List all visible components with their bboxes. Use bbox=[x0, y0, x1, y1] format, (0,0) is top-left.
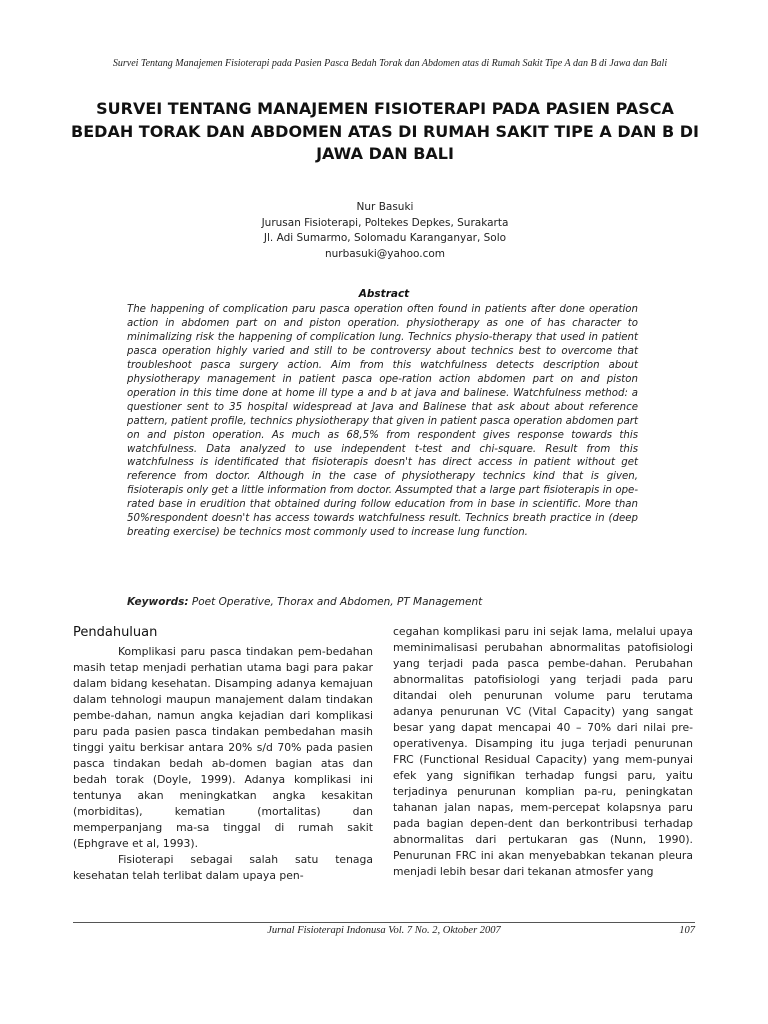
keywords-text: Poet Operative, Thorax and Abdomen, PT Management bbox=[188, 596, 483, 608]
abstract-heading: Abstract bbox=[358, 288, 410, 300]
left-paragraph-2: Fisioterapi sebagai salah satu tenaga kesehatan telah terlibat dalam upaya pen- bbox=[73, 853, 373, 882]
keywords-label: Keywords: bbox=[127, 596, 189, 608]
author-email: nurbasuki@yahoo.com bbox=[324, 247, 446, 260]
footer-journal: Jurnal Fisioterapi Indonusa Vol. 7 No. 2, Oktober 2007 bbox=[267, 925, 501, 936]
author-name: Nur Basuki bbox=[356, 201, 414, 213]
right-column bbox=[393, 624, 693, 880]
paper-title: SURVEI TENTANG MANAJEMEN FISIOTERAPI PADA PASIEN PASCA BEDAH TORAK DAN ABDOMEN ATAS DI RUMAH SAKIT TIPE A DAN B DI JAWA DAN BALI bbox=[71, 99, 699, 163]
section-heading: Pendahuluan bbox=[73, 625, 158, 640]
right-paragraph-1: cegahan komplikasi paru ini sejak lama, melalui upaya meminimalisasi perubahan abnormalitas patofisiologi yang terjadi pada pasca pembe-dahan. Perubahan abnormalitas patofisiologi yang terjadi pada paru ditandai oleh penurunan volume paru terutama adanya penurunan VC (Vital Capacity) yang sangat besar yang dapat mencapai 40 – 70% dari nilai pre-operativenya. Disamping itu juga terjadi penurunan FRC (Functional Residual Capacity) yang mem-punyai efek yang signifikan terhadap fungsi paru, yaitu terjadinya penurunan komplian pa-ru, peningkatan tahanan jalan napas, mem-percepat kolapsnya paru pada bagian depen-dent dan berkontribusi terhadap abnormalitas dari pertukaran gas (Nunn, 1990). Penurunan FRC ini akan menyebabkan tekanan pleura menjadi lebih besar dari tekanan atmosfer yang bbox=[393, 625, 693, 878]
abstract-body: The happening of complication paru pasca operation often found in patients after done operation action in abdomen part on and piston operation. physiotherapy as one of has character to minimalizing risk the happening of complication lung. Technics physio-therapy that used in patient pasca operation highly varied and still to be controversy about technics best to overcome that troubleshoot pasca surgery action. Aim from this watchfulness detects description about physiotherapy management in patient pasca ope-ration action abdomen part on and piston operation in this time done at home ill type a and b at java and balinese. Watchfulness method: a questioner sent to 35 hospital widespread at Java and Balinese that ask about about reference pattern, patient profile, technics physiotherapy that given in patient pasca operation abdomen part on and piston operation. As much as 68,5% from respondent gives response towards this watchfulness. Data analyzed to use independent t-test and chi-square. Result from this watchfulness is identificated that fisioterapis doesn't has direct access in patient without get reference from doctor. Although in the case of physiotherapy technics kind that is given, fisioterapis only get a little information from doctor. Assumpted that a large part fisioterapis in ope-rated base in erudition that obtained during follow education from in base in scientific. More than 50%respondent doesn't has access towards watchfulness result. Technics breath practice in (deep breating exercise) be technics most commonly used to increase lung function. bbox=[127, 304, 638, 539]
page-number: 107 bbox=[679, 925, 695, 936]
author-block bbox=[180, 200, 590, 262]
running-header: Survei Tentang Manajemen Fisioterapi pada Pasien Pasca Bedah Torak dan Abdomen atas di Rumah Sakit Tipe A dan B di Jawa dan Bali bbox=[112, 58, 668, 69]
footer-divider bbox=[73, 922, 695, 923]
author-address: Jl. Adi Sumarmo, Solomadu Karanganyar, Solo bbox=[263, 232, 507, 244]
keywords-line bbox=[127, 596, 638, 608]
left-paragraph-1: Komplikasi paru pasca tindakan pem-bedahan masih tetap menjadi perhatian utama bagi para pakar dalam bidang kesehatan. Disamping adanya kemajuan dalam tehnologi maupun manajement dalam tindakan pembe-dahan, namun angka kejadian dari komplikasi paru pada pasien pasca tindakan pembedahan masih tinggi yaitu berkisar antara 20% s/d 70% pada pasien pasca tindakan bedah ab-domen bagian atas dan bedah torak (Doyle, 1999). Adanya komplikasi ini tentunya akan meningkatkan angka kesakitan (morbiditas), kematian (mortalitas) dan memperpanjang ma-sa tinggal di rumah sakit (Ephgrave et al, 1993). bbox=[73, 645, 373, 850]
left-column bbox=[73, 624, 373, 884]
author-affiliation: Jurusan Fisioterapi, Poltekes Depkes, Surakarta bbox=[261, 216, 509, 229]
